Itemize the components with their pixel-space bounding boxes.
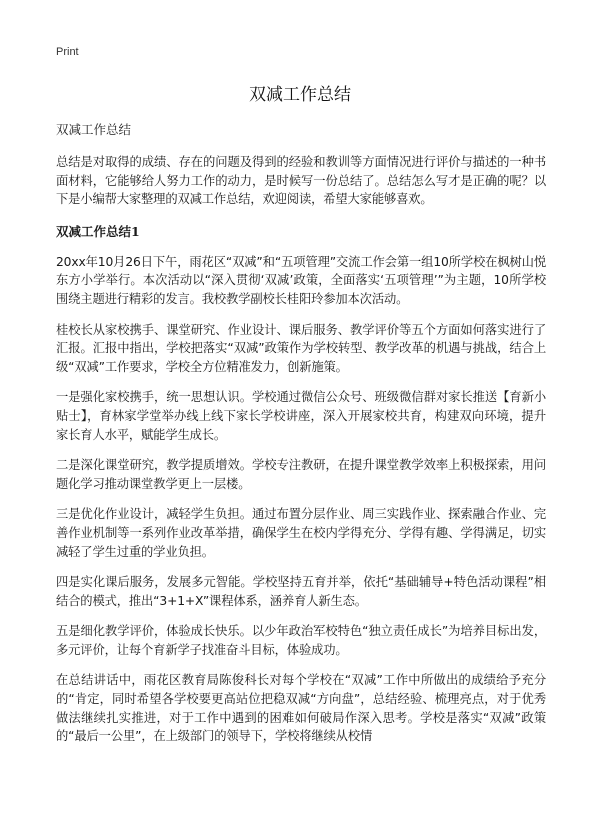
body-paragraph-4: 二是深化课堂研究，教学提质增效。学校专注教研，在提升课堂教学效率上积极探索，用问题化学习推动课堂教学更上一层楼。 (56, 458, 546, 491)
section-heading: 双减工作总结1 (56, 223, 140, 239)
body-paragraph-6: 四是实化课后服务，发展多元智能。学校坚持五育并举，依托“基础辅导+特色活动课程”相结合的模式，推出“3+1+X”课程体系，涵养育人新生态。 (56, 575, 546, 608)
document-body (56, 121, 546, 746)
body-paragraph-3: 一是强化家校携手，统一思想认识。学校通过微信公众号、班级微信群对家长推送【育新小贴士】，育林家学堂举办线上线下家长学校讲座，深入开展家校共育，构建双向环境，提升家长育人水平，赋能学生成长。 (56, 390, 546, 442)
body-paragraph-2: 桂校长从家校携手、课堂研究、作业设计、课后服务、教学评价等五个方面如何落实进行了汇报。汇报中指出，学校把落实“双减”政策作为学校转型、教学改革的机遇与挑战，结合上级“双减”工作要求，学校全方位精准发力，创新施策。 (56, 322, 546, 374)
print-link[interactable]: Print (56, 46, 79, 58)
document-title: 双减工作总结 (249, 85, 351, 105)
body-paragraph-1: 20xx年10月26日下午，雨花区“双减”和“五项管理”交流工作会第一组10所学校在枫树山悦东方小学举行。本次活动以“深入贯彻‘双减’政策，全面落实‘五项管理’”为主题，10所学校围绕主题进行精彩的发言。我校教学副校长桂阳玲参加本次活动。 (56, 254, 546, 306)
intro-paragraph: 总结是对取得的成绩、存在的问题及得到的经验和教训等方面情况进行评价与描述的一种书面材料，它能够给人努力工作的动力，是时候写一份总结了。总结怎么写才是正确的呢？以下是小编帮大家整理的双减工作总结，欢迎阅读，希望大家能够喜欢。 (56, 155, 546, 207)
body-paragraph-7: 五是细化教学评价，体验成长快乐。以少年政治军校特色“独立责任成长”为培养目标出发，多元评价，让每个育新学子找准奋斗目标，体验成功。 (56, 624, 546, 657)
document-subtitle: 双减工作总结 (56, 122, 132, 137)
body-paragraph-5: 三是优化作业设计，减轻学生负担。通过布置分层作业、周三实践作业、探索融合作业、完善作业机制等一系列作业改革举措，确保学生在校内学得充分、学得有趣、学得满足，切实减轻了学生过重的学业负担。 (56, 507, 546, 559)
body-paragraph-8: 在总结讲话中，雨花区教育局陈俊科长对每个学校在“双减”工作中所做出的成绩给予充分的“肯定，同时希望各学校要更高站位把稳双减“方向盘”，总结经验、梳理亮点，对于优秀做法继续扎实推进，对于工作中遇到的困难如何破局作深入思考。学校是落实“双减”政策的“最后一公里”，在上级部门的领导下，学校将继续从校情 (56, 673, 546, 744)
